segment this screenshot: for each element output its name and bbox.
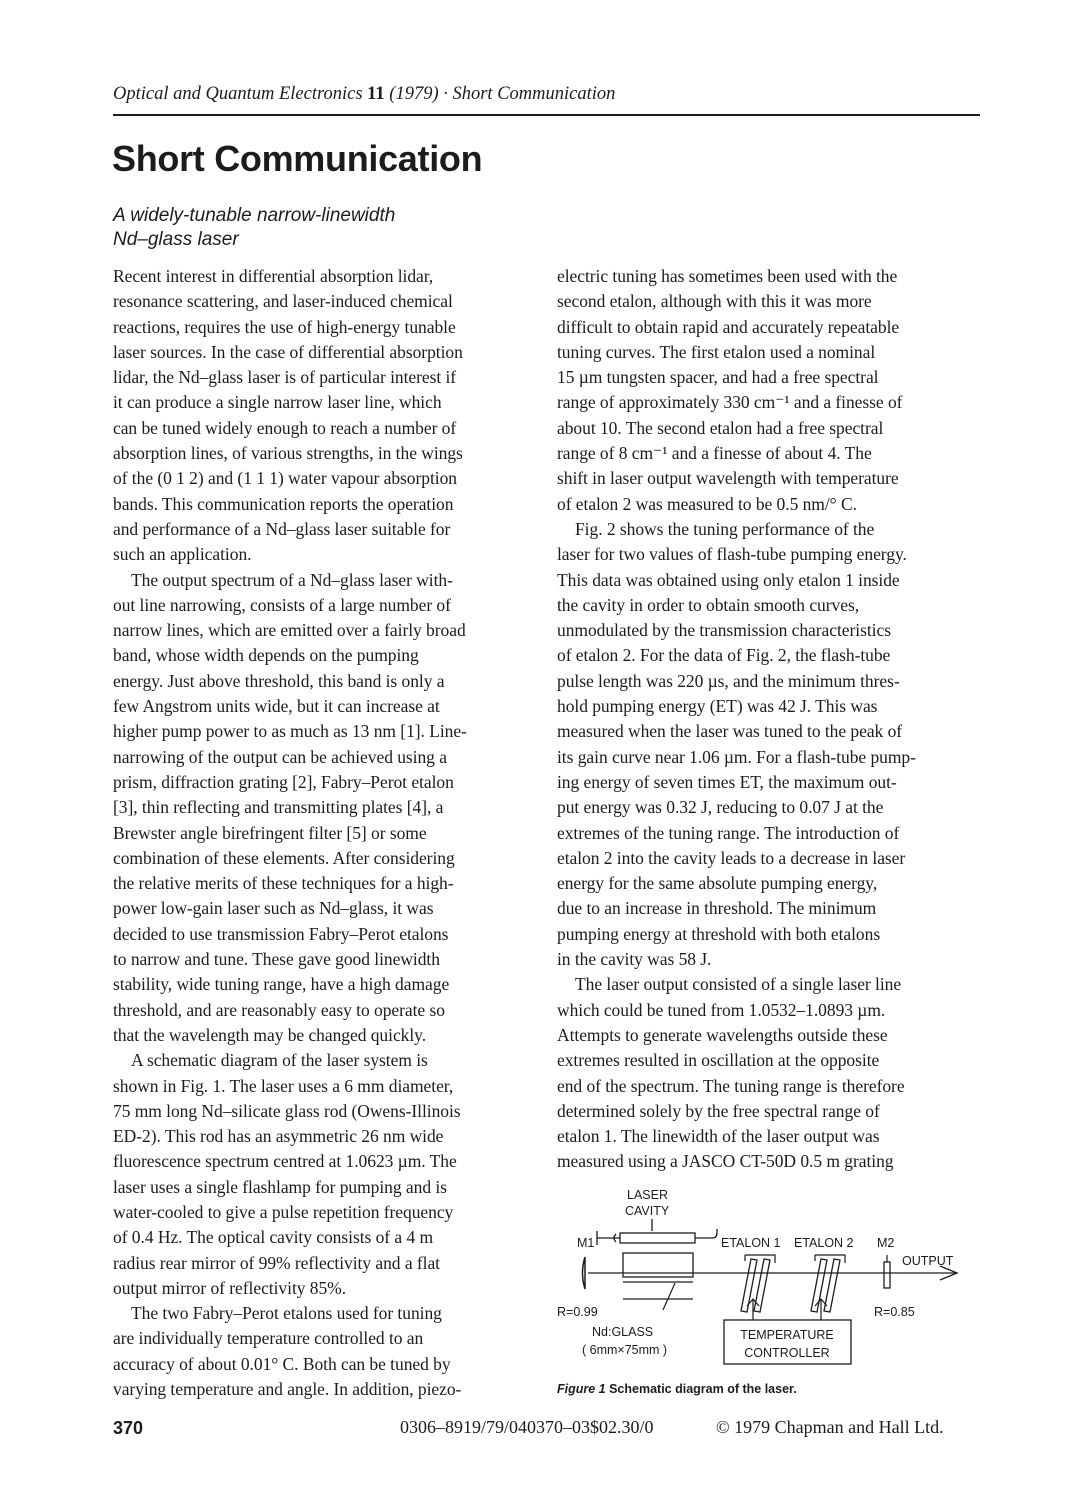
copyright-notice: © 1979 Chapman and Hall Ltd. <box>716 1417 944 1437</box>
output-label: OUTPUT <box>902 1254 954 1268</box>
rod-label: Nd:GLASS <box>592 1325 654 1339</box>
figure-label: Figure 1 <box>557 1382 606 1396</box>
header-rule <box>113 114 980 116</box>
flashlamp <box>602 1229 717 1243</box>
paragraph: The two Fabry–Perot etalons used for tuning are individually temperature controlled to an accuracy of about 0.01° C. Both can be tuned by varying temperature and angle. In addition, piezo- <box>113 1303 462 1400</box>
etalon2-label: ETALON 2 <box>794 1236 854 1250</box>
etalon1-label: ETALON 1 <box>721 1236 781 1250</box>
journal-volume: 11 <box>367 84 385 104</box>
journal-section: · Short Communication <box>443 84 616 104</box>
etalon-1 <box>741 1255 775 1312</box>
m1-label: M1 <box>577 1236 595 1250</box>
paragraph: Fig. 2 shows the tuning performance of the laser for two values of flash-tube pumping energy. This data was obtained using only etalon 1 inside the cavity in order to obtain smooth curves, unmodulated by the transmission characteristics of etalon 2. For the data of Fig. 2, the flash-tube pulse length was 220 µs, and the minimum thres- hold pumping energy (ET) was 42 J. This was measured when the laser was tuned to the peak of its gain curve near 1.06 µm. For a flash-tube pump- ing energy of seven times ET, the maximum out- put energy was 0.32 J, reducing to 0.07 J at the extremes of the tuning range. The introduction of etalon 2 into the cavity leads to a decrease in laser energy for the same absolute pumping energy, due to an increase in threshold. The minimum pumping energy at threshold with both etalons in the cavity was 58 J. <box>557 518 916 970</box>
r2-label: R=0.85 <box>874 1305 915 1319</box>
laser-cavity-label: CAVITY <box>625 1204 670 1218</box>
m2-label: M2 <box>877 1236 895 1250</box>
left-column <box>113 264 538 1402</box>
laser-schematic-diagram <box>557 1183 982 1383</box>
figure-caption <box>557 1382 797 1396</box>
journal-name: Optical and Quantum Electronics <box>113 84 363 104</box>
output-mirror-m2 <box>884 1262 890 1288</box>
figure-caption-text: Schematic diagram of the laser. <box>605 1382 797 1396</box>
laser-cavity-label: LASER <box>627 1188 668 1202</box>
running-head <box>113 84 976 105</box>
article-title <box>113 204 473 252</box>
paragraph: electric tuning has sometimes been used with the second etalon, although with this it was more difficult to obtain rapid and accurately repeatable tuning curves. The first etalon used a nominal 15 µm tungsten spacer, and had a free spectral range of approximately 330 cm⁻¹ and a finesse of about 10. The second etalon had a free spectral range of 8 cm⁻¹ and a finesse of about 4. The shift in laser output wavelength with temperature of etalon 2 was measured to be 0.5 nm/° C. <box>557 266 903 514</box>
r1-label: R=0.99 <box>557 1305 598 1319</box>
journal-year: (1979) <box>389 84 439 104</box>
paragraph: A schematic diagram of the laser system is shown in Fig. 1. The laser uses a 6 mm diameter, 75 mm long Nd–silicate glass rod (Owens-Illinois ED-2). This rod has an asymmetric 26 nm wide fluorescence spectrum centred at 1.0623 µm. The laser uses a single flashlamp for pumping and is water-cooled to give a pulse repetition frequency of 0.4 Hz. The optical cavity consists of a 4 m radius rear mirror of 99% reflectivity and a flat output mirror of reflectivity 85%. <box>113 1050 461 1298</box>
paragraph: Recent interest in differential absorption lidar, resonance scattering, and laser-induced chemical reactions, requires the use of high-energy tunable laser sources. In the case of differential absorption lidar, the Nd–glass laser is of particular interest if it can produce a single narrow laser line, which can be tuned widely enough to reach a number of absorption lines, of various strengths, in the wings of the (0 1 2) and (1 1 1) water vapour absorption bands. This communication reports the operation and performance of a Nd–glass laser suitable for such an application. <box>113 266 463 565</box>
document-code: 0306–8919/79/040370–03$02.30/0 <box>400 1417 654 1437</box>
paragraph: The output spectrum of a Nd–glass laser with- out line narrowing, consists of a large number of narrow lines, which are emitted over a fairly broad band, whose width depends on the pumping energy. Just above threshold, this band is only a few Angstrom units wide, but it can increase at higher pump power to as much as 13 nm [1]. Line- narrowing of the output can be achieved using a prism, diffraction grating [2], Fabry–Perot etalon [3], thin reflecting and transmitting plates [4], a Brewster angle birefringent filter [5] or some combination of these elements. After considering the relative merits of these techniques for a high- power low-gain laser such as Nd–glass, it was decided to use transmission Fabry–Perot etalons to narrow and tune. These gave good linewidth stability, wide tuning range, have a high damage threshold, and are reasonably easy to operate so that the wavelength may be changed quickly. <box>113 569 467 1045</box>
article-title-text: A widely-tunable narrow-linewidth Nd–glass laser <box>113 205 396 250</box>
controller-label: TEMPERATURE <box>740 1328 834 1342</box>
page-number: 370 <box>113 1418 144 1438</box>
etalon-2 <box>811 1255 845 1312</box>
paragraph: The laser output consisted of a single laser line which could be tuned from 1.0532–1.0893 µm. Attempts to generate wavelengths outside these extremes resulted in oscillation at the opposite end of the spectrum. The tuning range is therefore determined solely by the free spectral range of etalon 1. The linewidth of the laser output was measured using a JASCO CT-50D 0.5 m grating <box>557 974 905 1172</box>
section-title: Short Communication <box>112 138 483 179</box>
m1-pointer <box>597 1231 602 1245</box>
rear-mirror-m1 <box>583 1257 586 1289</box>
rod-dimensions-label: ( 6mm×75mm ) <box>582 1343 668 1357</box>
rod-pointer <box>663 1283 675 1310</box>
figure-laser-schematic <box>557 1183 982 1401</box>
right-column <box>557 264 982 1175</box>
controller-label: CONTROLLER <box>744 1346 830 1360</box>
